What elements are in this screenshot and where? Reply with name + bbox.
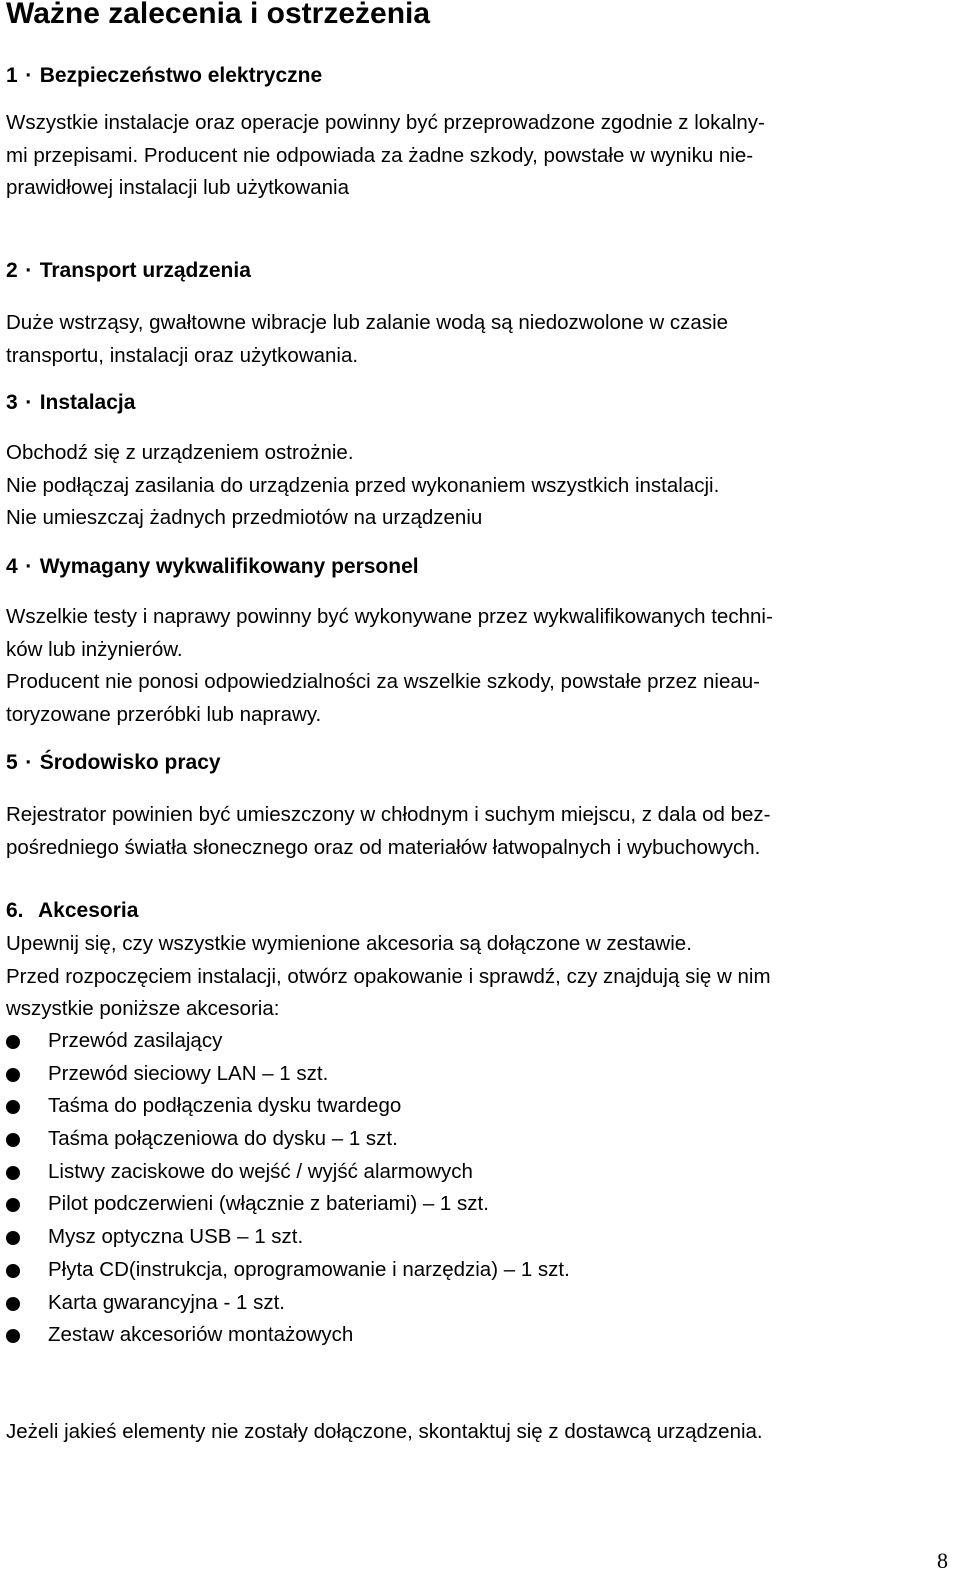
bullet-icon — [6, 1166, 20, 1180]
paragraph-line: prawidłowej instalacji lub użytkowania — [6, 176, 349, 199]
section-heading-accessories — [6, 898, 138, 924]
section-separator: · — [25, 751, 33, 774]
list-item-text: Mysz optyczna USB – 1 szt. — [48, 1225, 304, 1249]
section-body-transport — [6, 307, 946, 372]
paragraph-line: Rejestrator powinien być umieszczony w chłodnym i suchym miejscu, z dala od bez- — [6, 803, 771, 826]
bullet-icon — [6, 1264, 20, 1278]
paragraph-line: Nie umieszczaj żadnych przedmiotów na urządzeniu — [6, 506, 483, 529]
accessories-list — [6, 1025, 570, 1352]
section-number: 4 — [6, 555, 18, 578]
paragraph-line: Przed rozpoczęciem instalacji, otwórz opakowanie i sprawdź, czy znajdują się w nim — [6, 964, 771, 988]
list-item — [6, 1319, 570, 1352]
paragraph-line: Upewnij się, czy wszystkie wymienione akcesoria są dołączone w zestawie. — [6, 932, 692, 955]
section-body-qualified-personnel — [6, 601, 946, 731]
section-heading-installation — [6, 390, 135, 416]
paragraph-line: Wszelkie testy i naprawy powinny być wykonywane przez wykwalifikowanych techni- — [6, 605, 773, 628]
paragraph-line: Duże wstrząsy, gwałtowne wibracje lub zalanie wodą są niedozwolone w czasie — [6, 311, 729, 334]
section-heading-electrical-safety — [6, 63, 322, 89]
paragraph-line: Nie podłączaj zasilania do urządzenia przed wykonaniem wszystkich instalacji. — [6, 473, 720, 497]
section-heading-work-environment — [6, 750, 221, 776]
list-item — [6, 1188, 570, 1221]
paragraph-line: transportu, instalacji oraz użytkowania. — [6, 343, 359, 367]
list-item — [6, 1254, 570, 1287]
list-item-text: Przewód zasilający — [48, 1029, 223, 1052]
paragraph-line: wszystkie poniższe akcesoria: — [6, 997, 280, 1020]
section-number: 6. — [6, 899, 24, 922]
bullet-icon — [6, 1198, 20, 1212]
bullet-icon — [6, 1297, 20, 1311]
paragraph-line: Producent nie ponosi odpowiedzialności za wszelkie szkody, powstałe przez nieau- — [6, 670, 760, 693]
bullet-icon — [6, 1035, 20, 1049]
section-number: 2 — [6, 259, 18, 282]
bullet-icon — [6, 1329, 20, 1343]
section-title: Wymagany wykwalifikowany personel — [39, 555, 419, 578]
section-body-installation — [6, 437, 946, 535]
list-item-text: Listwy zaciskowe do wejść / wyjść alarmowych — [48, 1159, 473, 1183]
paragraph-line: pośredniego światła słonecznego oraz od materiałów łatwopalnych i wybuchowych. — [6, 835, 761, 859]
section-title: Akcesoria — [38, 899, 139, 922]
paragraph-line: Wszystkie instalacje oraz operacje powinny być przeprowadzone zgodnie z lokalny- — [6, 111, 765, 134]
list-item — [6, 1287, 570, 1320]
list-item — [6, 1058, 570, 1091]
list-item — [6, 1221, 570, 1254]
section-title: Transport urządzenia — [39, 259, 251, 282]
section-number: 1 — [6, 64, 18, 87]
section-separator: · — [25, 259, 33, 282]
page-title: Ważne zalecenia i ostrzeżenia — [6, 0, 431, 30]
section-separator: · — [25, 391, 33, 414]
section-number: 5 — [6, 751, 18, 774]
list-item-text: Zestaw akcesoriów montażowych — [48, 1323, 354, 1347]
page-number: 8 — [937, 1548, 948, 1573]
list-item — [6, 1156, 570, 1189]
section-number: 3 — [6, 391, 18, 414]
bullet-icon — [6, 1133, 20, 1147]
list-item-text: Płyta CD(instrukcja, oprogramowanie i narzędzia) – 1 szt. — [48, 1257, 570, 1281]
section-body-work-environment — [6, 799, 946, 864]
footer-note — [6, 1416, 946, 1449]
section-title: Środowisko pracy — [39, 751, 221, 774]
section-heading-qualified-personnel — [6, 554, 419, 580]
bullet-icon — [6, 1231, 20, 1245]
section-title: Bezpieczeństwo elektryczne — [39, 64, 323, 87]
paragraph-line: toryzowane przeróbki lub naprawy. — [6, 702, 322, 726]
section-heading-transport — [6, 258, 251, 284]
list-item — [6, 1123, 570, 1156]
list-item — [6, 1025, 570, 1058]
section-body-electrical-safety — [6, 107, 946, 205]
paragraph-line: ków lub inżynierów. — [6, 637, 183, 661]
list-item-text: Taśma do podłączenia dysku twardego — [48, 1094, 402, 1118]
paragraph-line: mi przepisami. Producent nie odpowiada za żadne szkody, powstałe w wyniku nie- — [6, 143, 754, 167]
section-body-accessories — [6, 928, 946, 1026]
section-separator: · — [25, 64, 33, 87]
paragraph-line: Obchodź się z urządzeniem ostrożnie. — [6, 441, 354, 464]
section-separator: · — [25, 555, 33, 578]
list-item — [6, 1090, 570, 1123]
bullet-icon — [6, 1100, 20, 1114]
bullet-icon — [6, 1068, 20, 1082]
list-item-text: Karta gwarancyjna - 1 szt. — [48, 1290, 285, 1314]
list-item-text: Pilot podczerwieni (włącznie z bateriami) – 1 szt. — [48, 1192, 489, 1216]
list-item-text: Taśma połączeniowa do dysku – 1 szt. — [48, 1127, 398, 1151]
footer-note-text: Jeżeli jakieś elementy nie zostały dołączone, skontaktuj się z dostawcą urządzenia. — [6, 1420, 763, 1443]
section-title: Instalacja — [39, 391, 136, 414]
list-item-text: Przewód sieciowy LAN – 1 szt. — [48, 1061, 329, 1085]
